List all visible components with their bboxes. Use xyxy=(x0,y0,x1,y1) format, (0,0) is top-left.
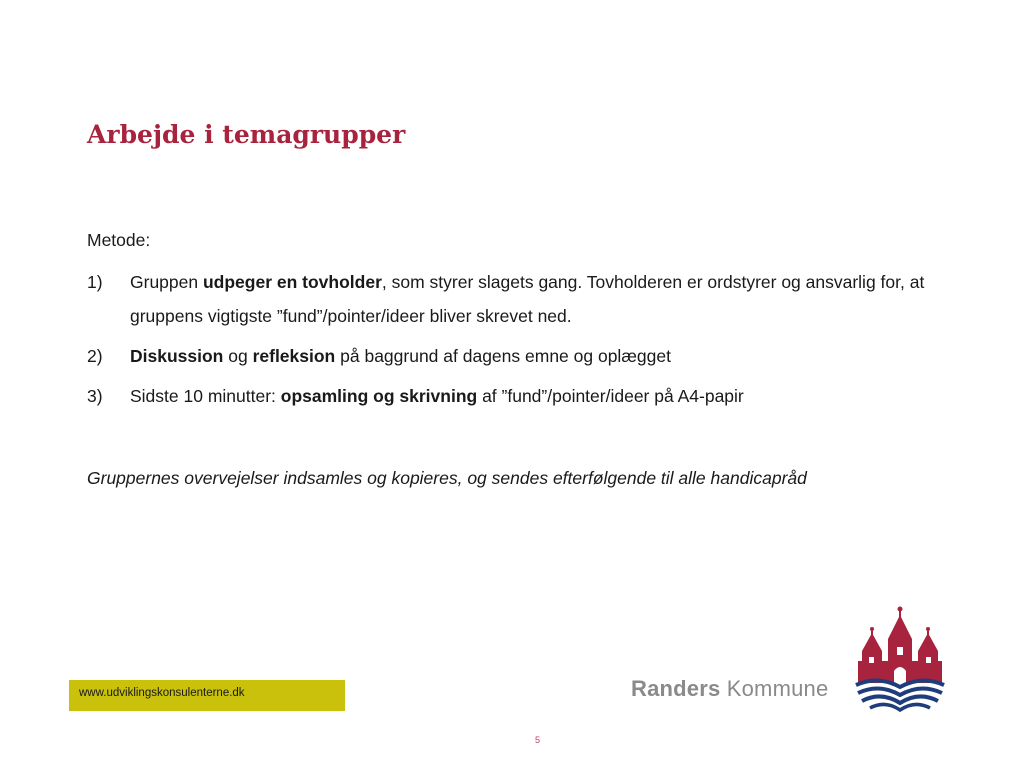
method-label: Metode: xyxy=(87,230,151,250)
item-number: 1) xyxy=(87,272,103,292)
item-bold: refleksion xyxy=(252,346,336,366)
brand-light: Kommune xyxy=(726,676,829,701)
item-text: og xyxy=(223,346,253,366)
page-number: 5 xyxy=(535,735,541,745)
brand-name xyxy=(631,676,828,702)
item-bold: Diskussion xyxy=(130,346,224,366)
italic-note: Gruppernes overvejelser indsamles og kopieres, og sendes efterfølgende til alle handicapråd xyxy=(87,468,807,488)
randers-kommune-castle-logo-icon xyxy=(852,605,948,715)
item-text: på baggrund af dagens emne og oplægget xyxy=(335,346,671,366)
item-number: 3) xyxy=(87,386,103,406)
list-item xyxy=(87,339,947,373)
list-item xyxy=(87,265,947,333)
item-bold: udpeger en tovholder xyxy=(202,272,382,292)
item-text: Sidste 10 minutter: xyxy=(130,386,281,406)
list-item xyxy=(87,379,947,413)
footer-url-bar xyxy=(69,680,345,711)
item-number: 2) xyxy=(87,346,103,366)
brand-bold: Randers xyxy=(631,676,721,701)
item-text: af ”fund”/pointer/ideer på A4-papir xyxy=(477,386,744,406)
item-text: Gruppen xyxy=(130,272,203,292)
item-text: , som styrer slagets gang. Tovholderen er ordstyrer og ansvarlig for, at gruppens vigtigste ”fund”/pointer/ideer bliver skrevet ned. xyxy=(130,272,925,326)
footer-url[interactable]: www.udviklingskonsulenterne.dk xyxy=(79,687,245,699)
item-bold: opsamling og skrivning xyxy=(280,386,478,406)
slide-body xyxy=(87,230,947,419)
slide-title: Arbejde i temagrupper xyxy=(87,120,406,149)
